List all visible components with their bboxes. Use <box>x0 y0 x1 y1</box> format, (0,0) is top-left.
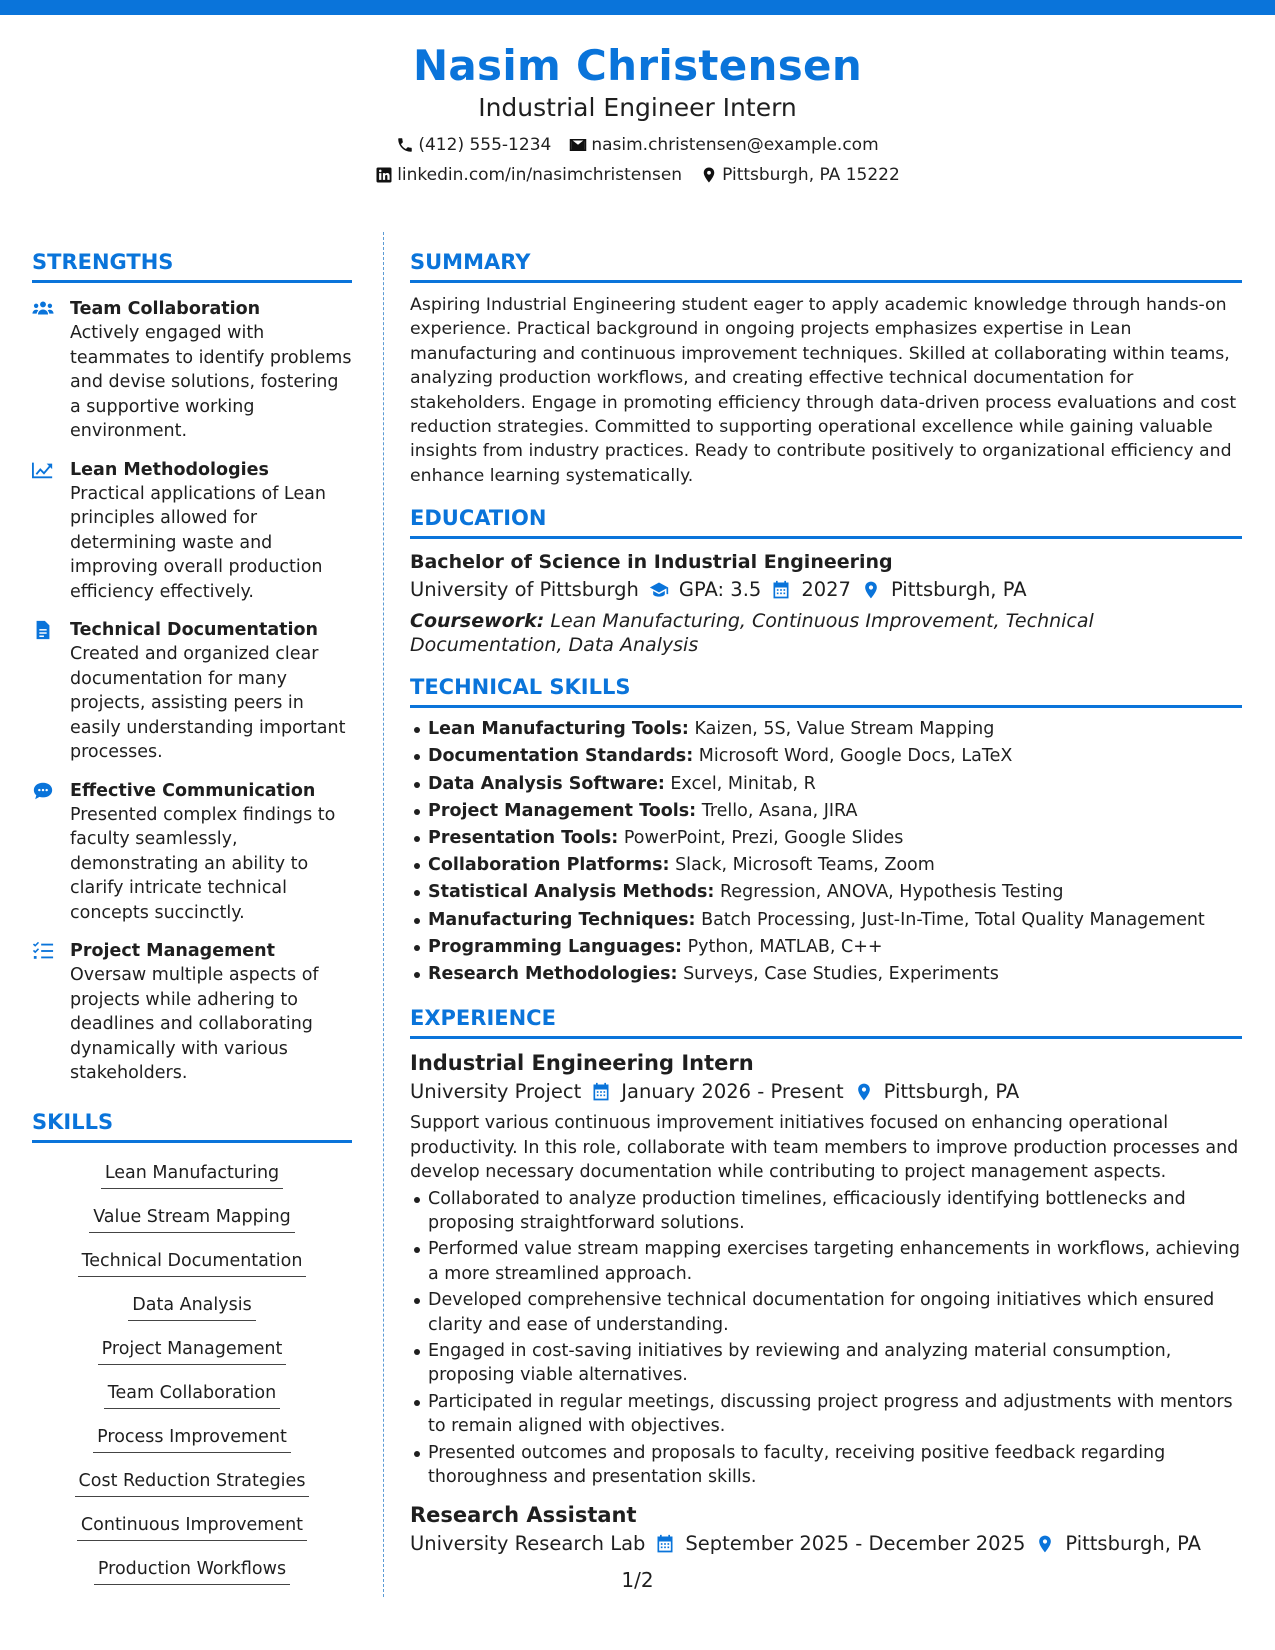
strength-desc: Created and organized clear documentation for many projects, assisting peers in easily understanding important processes. <box>70 644 346 762</box>
strength-item <box>32 297 352 444</box>
strength-desc: Practical applications of Lean principles allowed for determining waste and improving overall production efficiency effectively. <box>70 483 326 602</box>
list-item: Lean Manufacturing Tools: Kaizen, 5S, Value Stream Mapping <box>410 716 1242 743</box>
email-text: nasim.christensen@example.com <box>591 135 879 155</box>
summary-text: Aspiring Industrial Engineering student eager to apply academic knowledge through hands-on experience. Practical background in ongoing projects emphasizes expertise in Lean manufacturing and continuous improvement techniques. Skilled at collaborating within teams, analyzing production workflows, and creating effective technical documentation for stakeholders. Engage in promoting efficiency through data-driven process evaluations and cost reduction strategies. Committed to supporting operational excellence while gaining valuable insights from industry practices. Ready to contribute positively to organizational efficiency and enhance learning systematically. <box>410 295 1237 486</box>
skill-tag: Project Management <box>98 1337 287 1365</box>
checklist-icon <box>32 941 54 961</box>
strength-title: Technical Documentation <box>70 620 319 640</box>
team-icon <box>32 299 54 319</box>
calendar-icon <box>655 1534 675 1554</box>
strength-item <box>32 779 352 926</box>
list-item: Performed value stream mapping exercises targeting enhancements in workflows, achieving a more streamlined approach. <box>410 1237 1242 1286</box>
technical-skills-heading: TECHNICAL SKILLS <box>410 673 1242 708</box>
chart-line-icon <box>32 460 54 480</box>
skill-tag: Value Stream Mapping <box>89 1205 295 1233</box>
location-text: Pittsburgh, PA 15222 <box>722 165 900 185</box>
strength-title: Effective Communication <box>70 780 316 801</box>
contact-row-2 <box>0 160 1275 190</box>
strength-item <box>32 939 352 1086</box>
job-location: Pittsburgh, PA <box>883 1080 1020 1104</box>
location-contact <box>700 160 900 190</box>
map-pin-icon <box>861 580 881 600</box>
strengths-heading: STRENGTHS <box>32 248 352 283</box>
graduation-cap-icon <box>649 580 669 600</box>
education-heading: EDUCATION <box>410 504 1242 539</box>
job-meta <box>410 1077 1242 1107</box>
job-title: Research Assistant <box>410 1503 637 1528</box>
column-divider <box>383 232 384 1597</box>
linkedin-icon <box>375 166 393 184</box>
candidate-role: Industrial Engineer Intern <box>478 93 797 122</box>
map-pin-icon <box>1035 1534 1055 1554</box>
education-meta <box>410 575 1242 605</box>
list-item: Presentation Tools: PowerPoint, Prezi, Google Slides <box>410 825 1242 852</box>
gpa-text: GPA: 3.5 <box>678 578 762 602</box>
skill-tag: Process Improvement <box>93 1425 291 1453</box>
strength-title: Project Management <box>70 941 275 961</box>
list-item: Statistical Analysis Methods: Regression, ANOVA, Hypothesis Testing <box>410 879 1242 906</box>
top-accent-bar <box>0 0 1275 15</box>
strength-item <box>32 618 352 765</box>
list-item: Presented outcomes and proposals to faculty, receiving positive feedback regarding thoroughness and presentation skills. <box>410 1441 1242 1490</box>
phone-text: (412) 555-1234 <box>418 135 552 155</box>
graduation-year: 2027 <box>801 578 851 602</box>
map-pin-icon <box>700 166 718 184</box>
skills-list <box>32 1161 352 1601</box>
candidate-name: Nasim Christensen <box>412 41 863 90</box>
job-org: University Project <box>410 1080 582 1104</box>
skill-tag: Team Collaboration <box>104 1381 280 1409</box>
calendar-icon <box>591 1082 611 1102</box>
list-item: Collaborated to analyze production timelines, efficaciously identifying bottlenecks and proposing straightforward solutions. <box>410 1187 1242 1236</box>
technical-skills-list <box>410 716 1242 988</box>
job-bullets <box>410 1187 1242 1490</box>
list-item: Programming Languages: Python, MATLAB, C++ <box>410 934 1242 961</box>
list-item: Developed comprehensive technical documentation for ongoing initiatives which ensured clarity and ease of understanding. <box>410 1288 1242 1337</box>
page-number: 1/2 <box>621 1568 654 1592</box>
resume-header <box>0 40 1275 190</box>
phone-icon <box>396 136 414 154</box>
list-item: Data Analysis Software: Excel, Minitab, R <box>410 771 1242 798</box>
skill-tag: Production Workflows <box>94 1557 290 1585</box>
strength-desc: Oversaw multiple aspects of projects while adhering to deadlines and collaborating dynamically with various stakeholders. <box>70 965 319 1083</box>
list-item: Project Management Tools: Trello, Asana, JIRA <box>410 798 1242 825</box>
contact-row-1 <box>0 130 1275 160</box>
email-contact[interactable] <box>569 130 878 160</box>
job-description: Support various continuous improvement initiatives focused on enhancing operational productivity. In this role, collaborate with team members to improve production processes and develop necessary documentation while contributing to project management aspects. <box>410 1113 1239 1183</box>
skill-tag: Lean Manufacturing <box>101 1161 283 1189</box>
strength-title: Team Collaboration <box>70 299 261 319</box>
strength-desc: Actively engaged with teammates to identify problems and devise solutions, fostering a supportive working environment. <box>70 323 352 441</box>
school-location: Pittsburgh, PA <box>890 578 1027 602</box>
list-item: Engaged in cost-saving initiatives by reviewing and analyzing material consumption, proposing viable alternatives. <box>410 1339 1242 1388</box>
job-location: Pittsburgh, PA <box>1065 1532 1201 1556</box>
chat-icon <box>32 781 54 801</box>
strength-item <box>32 458 352 605</box>
coursework-text: Lean Manufacturing, Continuous Improvement, Technical Documentation, Data Analysis <box>410 610 1094 657</box>
list-item: Collaboration Platforms: Slack, Microsoft Teams, Zoom <box>410 852 1242 879</box>
coursework-label: Coursework: <box>410 610 545 633</box>
job-title: Industrial Engineering Intern <box>410 1051 754 1076</box>
map-pin-icon <box>854 1082 874 1102</box>
list-item: Participated in regular meetings, discussing project progress and adjustments with mentors to remain aligned with objectives. <box>410 1390 1242 1439</box>
right-column <box>410 248 1242 1559</box>
school-name: University of Pittsburgh <box>410 578 639 602</box>
document-icon <box>32 620 54 640</box>
list-item: Manufacturing Techniques: Batch Processing, Just-In-Time, Total Quality Management <box>410 907 1242 934</box>
linkedin-text: linkedin.com/in/nasimchristensen <box>397 165 683 185</box>
left-column <box>32 248 352 1601</box>
coursework <box>410 609 1242 657</box>
summary-heading: SUMMARY <box>410 248 1242 283</box>
degree-title: Bachelor of Science in Industrial Engineering <box>410 551 893 574</box>
envelope-icon <box>569 136 587 154</box>
experience-heading: EXPERIENCE <box>410 1004 1242 1039</box>
skill-tag: Data Analysis <box>128 1293 255 1321</box>
job-dates: January 2026 - Present <box>621 1080 844 1104</box>
strength-title: Lean Methodologies <box>70 459 269 480</box>
list-item: Documentation Standards: Microsoft Word, Google Docs, LaTeX <box>410 743 1242 770</box>
skill-tag: Cost Reduction Strategies <box>75 1469 310 1497</box>
skills-heading: SKILLS <box>32 1108 352 1143</box>
skill-tag: Continuous Improvement <box>77 1513 307 1541</box>
calendar-icon <box>771 580 791 600</box>
list-item: Research Methodologies: Surveys, Case Studies, Experiments <box>410 961 1242 988</box>
phone-contact[interactable] <box>396 130 551 160</box>
skill-tag: Technical Documentation <box>78 1249 307 1277</box>
linkedin-contact[interactable] <box>375 160 682 190</box>
job-org: University Research Lab <box>410 1532 646 1556</box>
job-dates: September 2025 - December 2025 <box>685 1532 1026 1556</box>
strength-desc: Presented complex findings to faculty seamlessly, demonstrating an ability to clarify intricate technical concepts succinctly. <box>70 804 336 923</box>
job-meta <box>410 1529 1242 1559</box>
